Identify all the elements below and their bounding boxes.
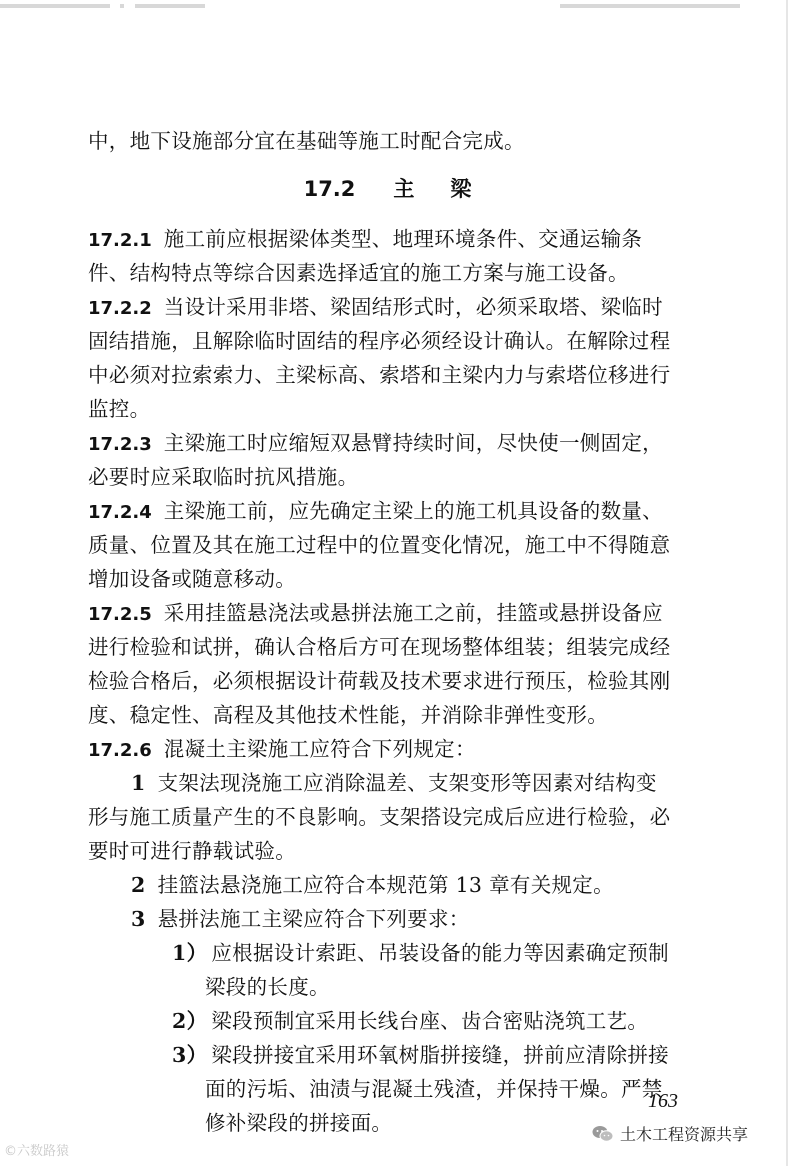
- item-number: 1: [131, 771, 146, 795]
- clause-line: 必要时应采取临时抗风措施。: [88, 465, 359, 489]
- item-line: 2 挂篮法悬浇施工应符合本规范第 13 章有关规定。: [131, 873, 614, 897]
- section-title-char-1: 主: [393, 176, 415, 201]
- clause-number: 17.2.5: [88, 604, 152, 625]
- clause-line: 检验合格后，必须根据设计荷载及技术要求进行预压，检验其刚: [88, 669, 671, 693]
- intro-line: 中，地下设施部分宜在基础等施工时配合完成。: [88, 129, 525, 153]
- subitem-line: 梁段的长度。: [205, 975, 330, 999]
- clause-line: 17.2.1 施工前应根据梁体类型、地理环境条件、交通运输条: [88, 227, 643, 251]
- subitem-number: 2）: [172, 1009, 208, 1033]
- wechat-icon: [592, 1125, 614, 1143]
- clause-line: 度、稳定性、高程及其他技术性能，并消除非弹性变形。: [88, 703, 608, 727]
- watermark-text: 土木工程资源共享: [620, 1125, 749, 1144]
- subitem-number: 1）: [172, 941, 208, 965]
- clause-number: 17.2.3: [88, 434, 152, 455]
- subitem-line: 面的污垢、油渍与混凝土残渣，并保持干燥。严禁: [205, 1077, 663, 1101]
- clause-line: 增加设备或随意移动。: [88, 567, 296, 591]
- subitem-number: 3）: [172, 1043, 208, 1067]
- section-heading: [0, 172, 793, 206]
- clause-number: 17.2.6: [88, 740, 152, 761]
- item-line: 3 悬拼法施工主梁应符合下列要求：: [131, 907, 470, 931]
- item-line: 1 支架法现浇施工应消除温差、支架变形等因素对结构变: [131, 771, 657, 795]
- item-number: 2: [131, 873, 146, 897]
- clause-line: 17.2.2 当设计采用非塔、梁固结形式时，必须采取塔、梁临时: [88, 295, 663, 319]
- clause-line: 17.2.5 采用挂篮悬浇法或悬拼法施工之前，挂篮或悬拼设备应: [88, 601, 663, 625]
- clause-number: 17.2.1: [88, 230, 152, 251]
- clause-line: 17.2.3 主梁施工时应缩短双悬臂持续时间，尽快使一侧固定，: [88, 431, 663, 455]
- scan-top-edge: [0, 0, 793, 10]
- clause-line: 中必须对拉索索力、主梁标高、索塔和主梁内力与索塔位移进行: [88, 363, 671, 387]
- clause-line: 进行检验和试拼，确认合格后方可在现场整体组装；组装完成经: [88, 635, 671, 659]
- item-line: 要时可进行静载试验。: [88, 839, 296, 863]
- clause-line: 监控。: [88, 397, 151, 421]
- clause-line: 件、结构特点等综合因素选择适宜的施工方案与施工设备。: [88, 261, 629, 285]
- subitem-line: 3） 梁段拼接宜采用环氧树脂拼接缝，拼前应清除拼接: [172, 1043, 669, 1067]
- watermark-left: ©六数路猿: [4, 1144, 70, 1159]
- clause-number: 17.2.4: [88, 502, 152, 523]
- section-number: 17.2: [303, 177, 356, 201]
- subitem-line: 修补梁段的拼接面。: [205, 1111, 393, 1135]
- clause-line: 固结措施，且解除临时固结的程序必须经设计确认。在解除过程: [88, 329, 671, 353]
- subitem-line: 1） 应根据设计索距、吊装设备的能力等因素确定预制: [172, 941, 669, 965]
- watermark-right: [592, 1122, 748, 1145]
- section-title-char-2: 梁: [450, 176, 472, 201]
- item-number: 3: [131, 907, 146, 931]
- clause-line: 质量、位置及其在施工过程中的位置变化情况，施工中不得随意: [88, 533, 671, 557]
- page-number: 163: [648, 1090, 678, 1112]
- clause-line: 17.2.6 混凝土主梁施工应符合下列规定：: [88, 737, 476, 761]
- subitem-line: 2） 梁段预制宜采用长线台座、齿合密贴浇筑工艺。: [172, 1009, 649, 1033]
- clause-number: 17.2.2: [88, 298, 152, 319]
- clause-line: 17.2.4 主梁施工前，应先确定主梁上的施工机具设备的数量、: [88, 499, 663, 523]
- item-line: 形与施工质量产生的不良影响。支架搭设完成后应进行检验，必: [88, 805, 671, 829]
